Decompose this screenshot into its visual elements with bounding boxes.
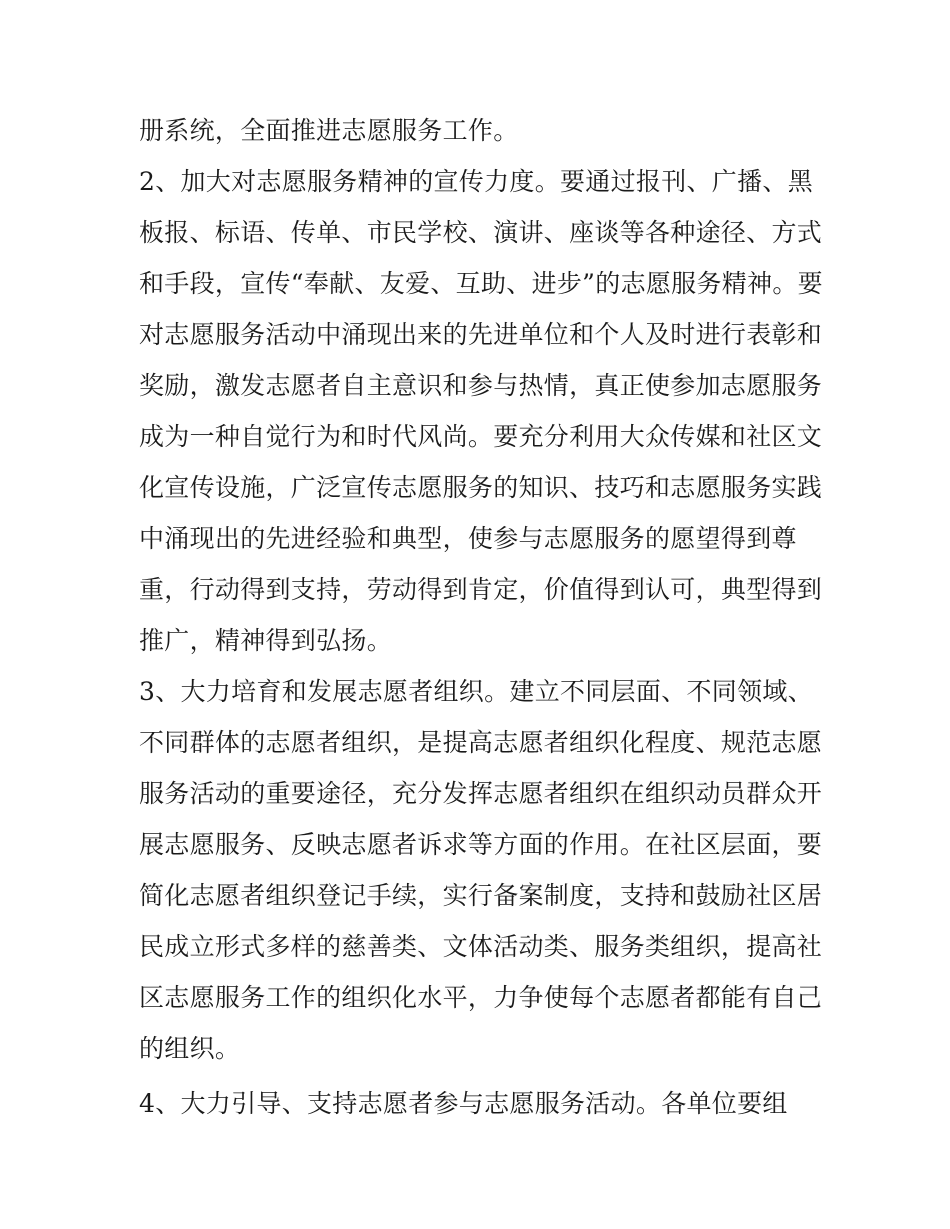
paragraph-4 — [139, 1078, 819, 1129]
document-body — [139, 105, 823, 1129]
text-line: 区志愿服务工作的组织化水平，力争使每个志愿者都能有自己 — [139, 983, 823, 1012]
text-line: 和手段，宣传“奉献、友爱、互助、进步”的志愿服务精神。要 — [139, 269, 823, 298]
text-line: 展志愿服务、反映志愿者诉求等方面的作用。在社区层面，要 — [139, 830, 823, 859]
text-line: 成为一种自觉行为和时代风尚。要充分利用大众传媒和社区文 — [139, 422, 823, 451]
text-line: 板报、标语、传单、市民学校、演讲、座谈等各种途径、方式 — [139, 218, 823, 247]
text-line: 服务活动的重要途径，充分发挥志愿者组织在组织动员群众开 — [139, 779, 823, 808]
text-line: 民成立形式多样的慈善类、文体活动类、服务类组织，提高社 — [139, 932, 823, 961]
text-line: 奖励，激发志愿者自主意识和参与热情，真正使参加志愿服务 — [139, 371, 823, 400]
text-line: 2、加大对志愿服务精神的宣传力度。要通过报刊、广播、黑 — [139, 167, 814, 196]
paragraph-3 — [139, 666, 823, 1074]
text-line: 的组织。 — [139, 1034, 241, 1063]
text-line: 3、大力培育和发展志愿者组织。建立不同层面、不同领域、 — [139, 677, 814, 706]
text-line: 4、大力引导、支持志愿者参与志愿服务活动。各单位要组 — [139, 1089, 788, 1118]
text-line: 对志愿服务活动中涌现出来的先进单位和个人及时进行表彰和 — [139, 320, 823, 349]
paragraph — [139, 105, 819, 156]
paragraph-2 — [139, 156, 823, 666]
text-line: 不同群体的志愿者组织，是提高志愿者组织化程度、规范志愿 — [139, 728, 823, 757]
text-line: 册系统，全面推进志愿服务工作。 — [139, 116, 519, 145]
text-line: 重，行动得到支持，劳动得到肯定，价值得到认可，典型得到 — [139, 575, 823, 604]
text-line: 化宣传设施，广泛宣传志愿服务的知识、技巧和志愿服务实践 — [139, 473, 823, 502]
text-line: 推广，精神得到弘扬。 — [139, 626, 393, 655]
text-line: 中涌现出的先进经验和典型，使参与志愿服务的愿望得到尊 — [139, 524, 797, 553]
text-line: 简化志愿者组织登记手续，实行备案制度，支持和鼓励社区居 — [139, 881, 823, 910]
